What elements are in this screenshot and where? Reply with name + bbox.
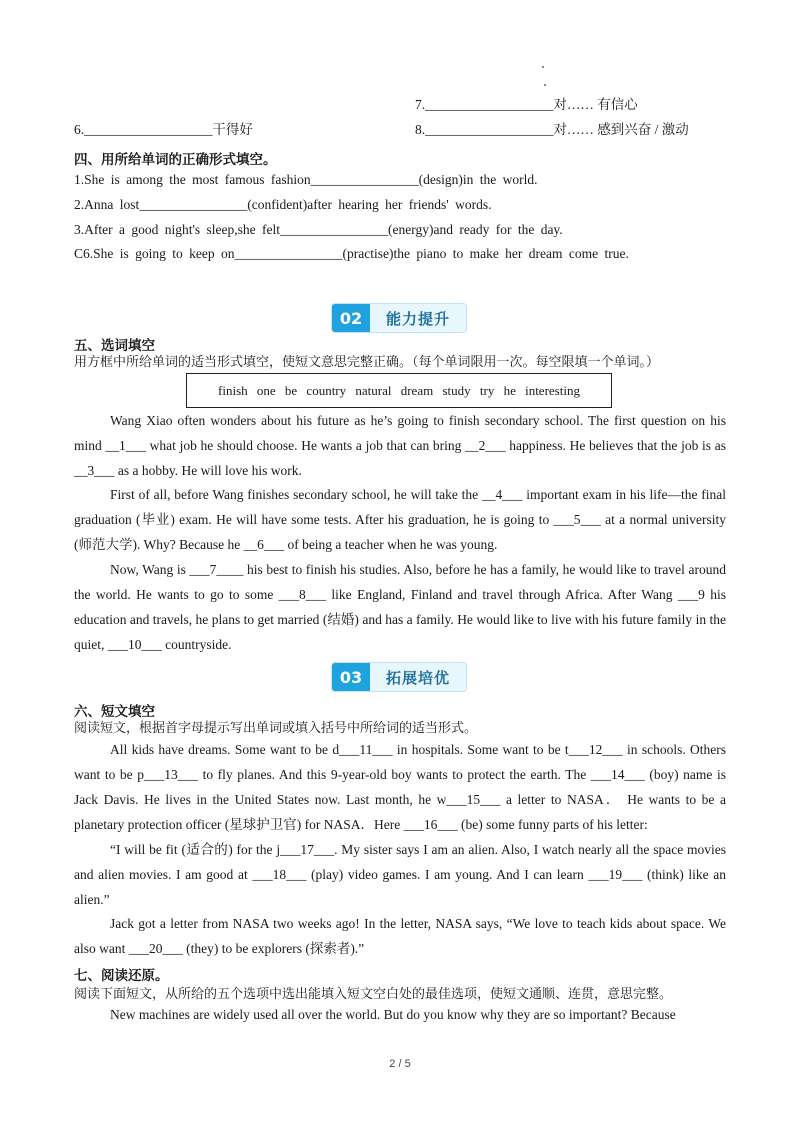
passage-1-paragraph-3: Now, Wang is ___7____ his best to finish his studies. Also, before he has a family, he would like to travel around the world. He wants to go to some ___8___ like England, Finland and travel through Africa. After Wang ___9 his education and travels, he plans to get married (结婚) and has a family. He would like to live with his future family in the quiet, ___10___ countryside. [74,562,726,652]
section-4-heading: 四、用所给单词的正确形式填空。 [74,152,277,168]
word-box-words: finish one be country natural dream study try he interesting [218,382,580,398]
passage-1-paragraph-1: Wang Xiao often wonders about his future as he’s going to finish secondary school. The first question on his mind __1___ what job he should choose. He wants a job that can bring __2___ happiness. He believes that the job is as __3___ as a hobby. He will love his work. [74,413,726,478]
badge-number: 02 [332,304,370,332]
section-5-instruction: 用方框中所给单词的适当形式填空，使短文意思完整正确。（每个单词限用一次。每空限填一个单词。） [74,355,660,370]
passage-3-paragraph-1: New machines are widely used all over the world. But do you know why they are so important? Because [110,1007,676,1022]
section-6-instruction: 阅读短文，根据首字母提示写出单词或填入括号中所给词的适当形式。 [74,721,478,736]
section-7-heading: 七、阅读还原。 [74,968,169,984]
fill-item-7: 7.___________________对…… 有信心 [415,97,638,112]
passage-2-paragraph-3: Jack got a letter from NASA two weeks ago! In the letter, NASA says, “We love to teach kids about space. We also want ___20___ (they) to be explorers (探索者).” [74,916,726,956]
fill-item-8: 8.___________________对…… 感到兴奋 / 激动 [415,122,689,137]
badge-label: 拓展培优 [370,663,466,691]
passage-2-paragraph-2: “I will be fit (适合的) for the j___17___. My sister says I am an alien. Also, I watch nearly all the space movies and alien movies. I am good at ___18___ (play) video games. I am young. And I can learn ___19___ (think) like an alien.” [74,842,726,907]
badge-number: 03 [332,663,370,691]
section-6-heading: 六、短文填空 [74,704,155,720]
passage-2-paragraph-1: All kids have dreams. Some want to be d___11___ in hospitals. Some want to be t___12___ in schools. Others want to be p___13___ to fly planes. And this 9-year-old boy wants to protect the earth. The ___14___ (boy) name is Jack Davis. He lives in the United States now. Last month, he w___15___ a letter to NASA． He wants to be a planetary protection officer (星球护卫官) for NASA．Here ___16___ (be) some funny parts of his letter: [74,742,726,832]
fill-item-6: 6.___________________干得好 [74,122,253,137]
badge-label: 能力提升 [370,304,466,332]
word-box [186,373,612,408]
question-2: 2.Anna lost________________(confident)after hearing her friends' words. [74,197,492,212]
section-badge-02 [332,304,466,332]
page-number: 2 / 5 [389,1058,411,1070]
passage-1-paragraph-2: First of all, before Wang finishes secondary school, he will take the __4___ important exam in his life—the final graduation (毕业) exam. He will have some tests. After his graduation, he is going to ___5___ at a normal university (师范大学). Why? Because he __6___ of being a teacher when he was young. [74,487,726,552]
question-1: 1.She is among the most famous fashion________________(design)in the world. [74,172,538,187]
section-5-heading: 五、选词填空 [74,338,155,354]
section-badge-03 [332,663,466,691]
scan-mark [544,84,546,86]
section-7-instruction: 阅读下面短文，从所给的五个选项中选出能填入短文空白处的最佳选项，使短文通顺、连贯，意思完整。 [74,987,673,1002]
scan-mark [542,66,544,68]
question-4: C6.She is going to keep on________________(practise)the piano to make her dream come true. [74,246,629,261]
question-3: 3.After a good night's sleep,she felt________________(energy)and ready for the day. [74,222,563,237]
